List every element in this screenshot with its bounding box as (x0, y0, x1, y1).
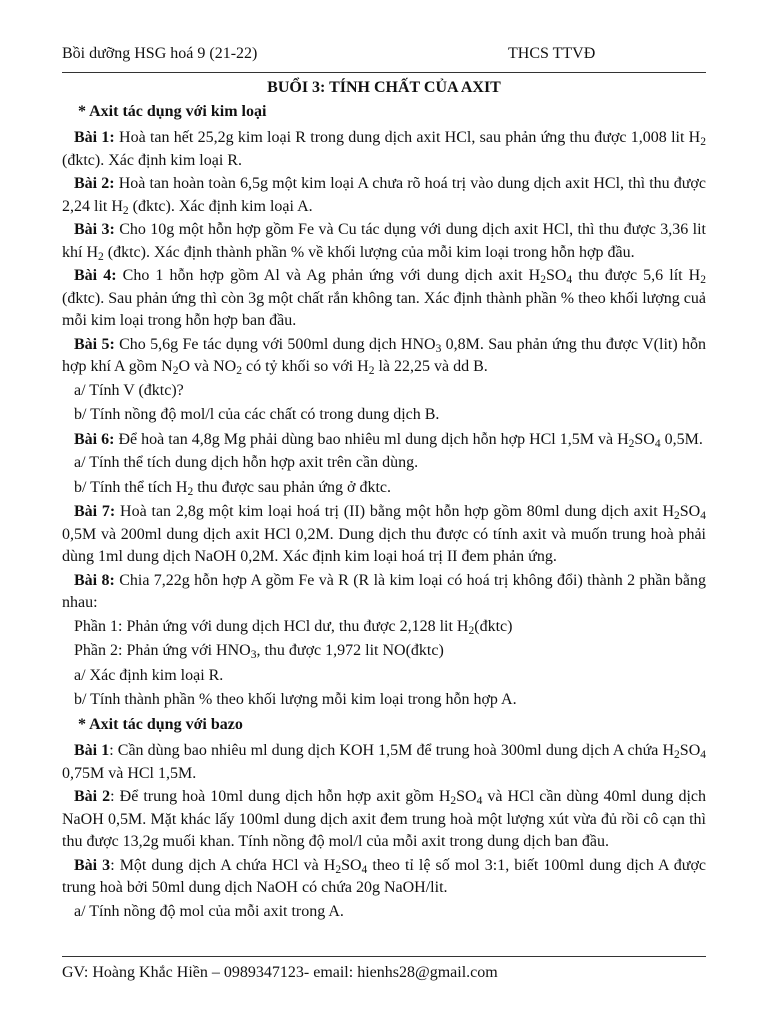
exercise-label: Bài 3: (74, 221, 115, 238)
page-footer: GV: Hoàng Khắc Hiền – 0989347123- email: hienhs28@gmail.com (62, 964, 498, 981)
exercise-base-3: Bài 3: Một dung dịch A chứa HCl và $H_2SO_4$ theo tỉ lệ số mol 3:1, biết 100ml dung dịch A được trung hoà bởi 50ml dung dịch NaOH có chứa 20g NaOH/lit. (62, 856, 707, 896)
exercise-label: Bài 5: (74, 335, 115, 353)
exercise-8: Bài 8: Chia 7,22g hỗn hợp A gồm Fe và R (R là kim loại có hoá trị không đổi) thành 2 phần bằng nhau: (62, 571, 707, 611)
document-body (62, 76, 706, 925)
section-heading-metal: * Axit tác dụng với kim loại (78, 102, 267, 120)
exercise-5-part-b: b/ Tính nồng độ mol/l của các chất có trong dung dịch B. (74, 406, 440, 423)
exercise-6: Bài 6: Để hoà tan 4,8g Mg phải dùng bao nhiêu ml dung dịch hỗn hợp HCl 1,5M và $H_2SO_4$ 0,5M. (74, 430, 703, 450)
exercise-8-part-2: Phần 2: Phản ứng với $HNO_3$, thu được 1,972 lit NO(đktc) (74, 642, 444, 661)
exercise-7: Bài 7: Hoà tan 2,8g một kim loại hoá trị (II) bằng một hỗn hợp gồm 80ml dung dịch axit $H_2SO_4$ 0,5M và 200ml dung dịch axit HCl 0,2M. Dung dịch thu được có tính axit và muốn trung hoà phải dùng 1ml dung dịch NaOH 0,2M. Xác định kim loại hoá trị II đem phản ứng. (62, 503, 706, 565)
exercise-8-part-b: b/ Tính thành phần % theo khối lượng mỗi kim loại trong hỗn hợp A. (74, 691, 517, 708)
exercise-label: Bài 2 (74, 788, 111, 805)
header-course-title: Bồi dưỡng HSG hoá 9 (21-22) (62, 45, 258, 62)
section-heading-base: * Axit tác dụng với bazo (78, 715, 243, 733)
exercise-6-part-b: b/ Tính thể tích $H_2$ thu được sau phản ứng ở đktc. (74, 478, 392, 498)
header-divider (62, 72, 706, 73)
exercise-label: Bài 7: (74, 503, 116, 520)
exercise-label: Bài 3 (74, 856, 111, 874)
exercise-8-part-a: a/ Xác định kim loại R. (74, 666, 224, 684)
page-title: BUỔI 3: TÍNH CHẤT CỦA AXIT (267, 79, 501, 96)
footer-divider (62, 956, 706, 957)
exercise-label: Bài 1 (74, 742, 110, 759)
exercise-3: Bài 3: Cho 10g một hỗn hợp gồm Fe và Cu tác dụng với dung dịch axit HCl, thì thu được 3,36 lit khí $H_2$ (đktc). Xác định thành phần % về khối lượng của mỗi kim loại trong hỗn hợp đầu. (62, 221, 706, 263)
exercise-label: Bài 2: (74, 175, 115, 192)
exercise-6-part-a: a/ Tính thể tích dung dịch hỗn hợp axit trên cần dùng. (74, 454, 419, 471)
exercise-base-2: Bài 2: Để trung hoà 10ml dung dịch hỗn hợp axit gồm $H_2SO_4$ và HCl cần dùng 40ml dung dịch NaOH 0,5M. Mặt khác lấy 100ml dung dịch axit đem trung hoà một lượng xút vừa đủ rồi cô cạn thì thu được 13,2g muối khan. Tính nồng độ mol/l của mỗi axit trong dung dịch ban đầu. (62, 788, 706, 850)
exercise-label: Bài 4: (74, 267, 117, 284)
exercise-8-part-1: Phần 1: Phản ứng với dung dịch HCl dư, thu được 2,128 lit $H_2(đktc)$ (74, 617, 513, 637)
exercise-5: Bài 5: Cho 5,6g Fe tác dụng với 500ml dung dịch $HNO_3$ 0,8M. Sau phản ứng thu được V(lit) hỗn hợp khí A gồm $N_2O$ và $NO_2$ có tỷ khối so với $H_2$ là 22,25 và dd B. (62, 335, 707, 377)
exercise-label: Bài 6: (74, 430, 115, 448)
exercise-label: Bài 1: (74, 129, 115, 146)
page-header (62, 42, 706, 68)
exercise-1: Bài 1: Hoà tan hết 25,2g kim loại R trong dung dịch axit HCl, sau phản ứng thu được 1,008 lit $H_2$ (đktc). Xác định kim loại R. (62, 129, 706, 169)
header-school-name: THCS TTVĐ (508, 45, 596, 62)
exercise-4: Bài 4: Cho 1 hỗn hợp gồm Al và Ag phản ứng với dung dịch axit $H_2SO_4$ thu được 5,6 lít $H_2$ (đktc). Sau phản ứng thì còn 3g một chất rắn không tan. Xác định thành phần % theo khối lượng cuả mỗi kim loại trong hỗn hợp ban đầu. (62, 267, 706, 329)
exercise-label: Bài 8: (74, 571, 115, 589)
exercise-5-part-a: a/ Tính V (đktc)? (74, 381, 184, 399)
exercise-base-1: Bài 1: Cần dùng bao nhiêu ml dung dịch KOH 1,5M để trung hoà 300ml dung dịch A chứa $H_2SO_4$ 0,75M và HCl 1,5M. (62, 742, 707, 782)
exercise-2: Bài 2: Hoà tan hoàn toàn 6,5g một kim loại A chưa rõ hoá trị vào dung dịch axit HCl, thì thu được 2,24 lit $H_2$ (đktc). Xác định kim loại A. (62, 175, 706, 217)
exercise-base-3-part-a: a/ Tính nồng độ mol của mỗi axit trong A. (74, 902, 344, 920)
